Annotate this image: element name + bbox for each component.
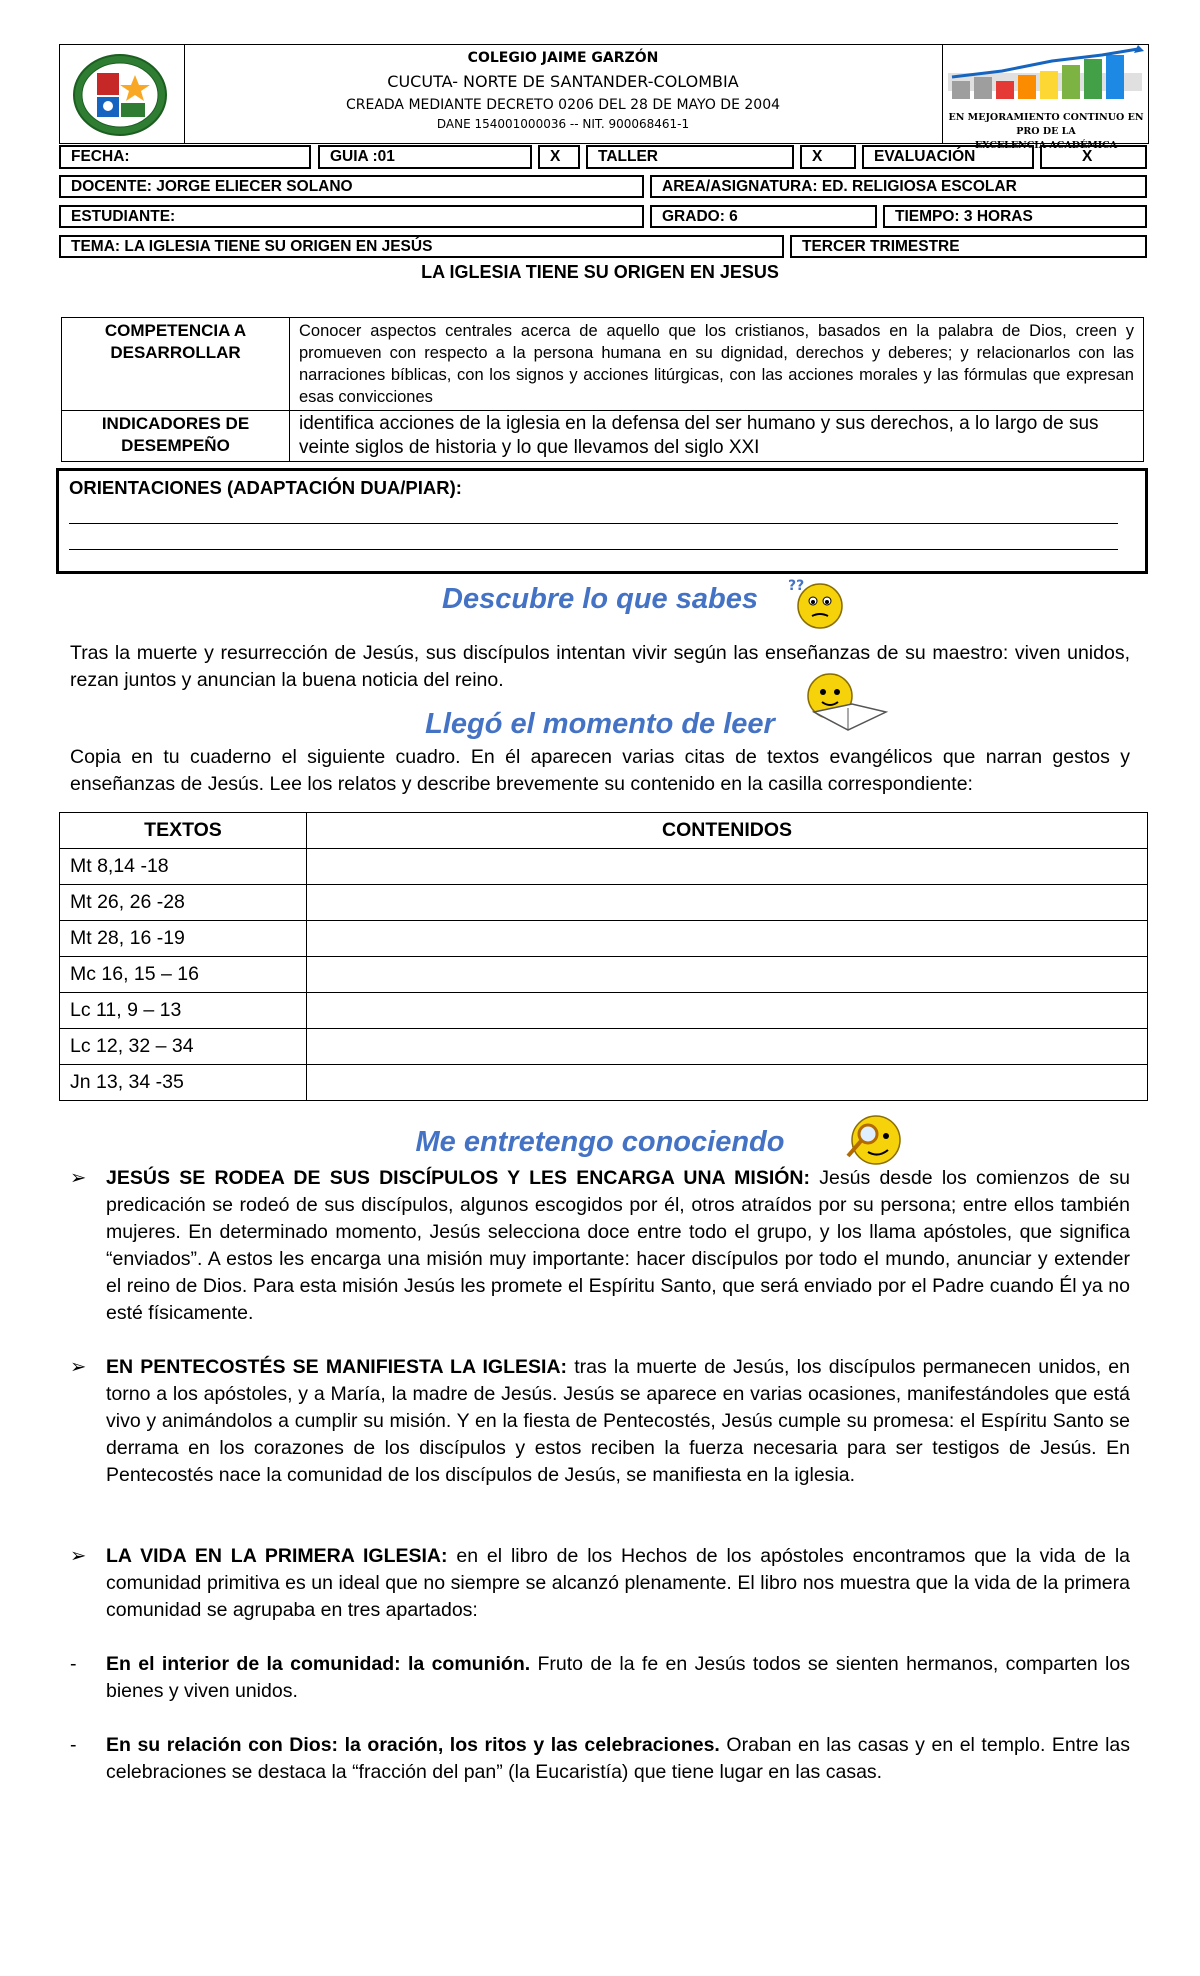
school-info [184, 45, 943, 143]
evaluacion-mark: X [1040, 145, 1147, 169]
dash-bullet: - [70, 1653, 77, 1675]
guia-mark: X [538, 145, 580, 169]
table-header-row [60, 813, 1148, 849]
dash-text: Oraban en las casas y en el templo. Entre las celebraciones se destaca la “fracción del pan” (la Eucaristía) que tiene lugar en las casas. [106, 1734, 1131, 1783]
quality-motto: EN MEJORAMIENTO CONTINUO EN PRO DE LA EXCELENCIA ACADÉMICA [948, 112, 1144, 151]
contenido-cell[interactable] [307, 993, 1148, 1029]
school-decree: CREADA MEDIANTE DECRETO 0206 DEL 28 DE MAYO DE 2004 [345, 97, 781, 113]
table-row [60, 921, 1148, 957]
taller-mark: X [800, 145, 856, 169]
dash-oracion [70, 1732, 1130, 1786]
school-dane: DANE 154001000036 -- NIT. 900068461-1 [436, 117, 690, 131]
fecha-field[interactable]: FECHA: [59, 145, 311, 169]
trimestre-field: TERCER TRIMESTRE [790, 235, 1147, 258]
cita-cell: Lc 11, 9 – 13 [60, 993, 307, 1029]
cita-cell: Mt 8,14 -18 [60, 849, 307, 885]
bullet-primera-iglesia [70, 1543, 1130, 1624]
textos-table [59, 812, 1148, 1101]
cita-cell: Mc 16, 15 – 16 [60, 957, 307, 993]
answer-line-2[interactable] [69, 549, 1118, 550]
growth-chart-icon [942, 45, 1148, 109]
competencia-label: COMPETENCIA A DESARROLLAR [62, 318, 290, 411]
main-title: LA IGLESIA TIENE SU ORIGEN EN JESUS [421, 262, 779, 282]
section-conociendo-title: Me entretengo conociendo [415, 1126, 785, 1158]
contenido-cell[interactable] [307, 957, 1148, 993]
bullet-pentecostes [70, 1354, 1130, 1489]
table-row [60, 849, 1148, 885]
table-row [60, 993, 1148, 1029]
cita-cell: Mt 28, 16 -19 [60, 921, 307, 957]
col-contenidos-header: CONTENIDOS [307, 813, 1148, 849]
quality-emblem [942, 45, 1148, 151]
cita-cell: Mt 26, 26 -28 [60, 885, 307, 921]
orientaciones-heading: ORIENTACIONES (ADAPTACIÓN DUA/PIAR): [69, 477, 462, 498]
table-row [60, 885, 1148, 921]
dash-comunion [70, 1651, 1130, 1705]
section-descubre-text: Tras la muerte y resurrección de Jesús, sus discípulos intentan vivir según las enseñanzas de su maestro: viven unidos, rezan juntos y anuncian la buena noticia del reino. [70, 642, 1130, 691]
school-name: COLEGIO JAIME GARZÓN [467, 50, 659, 66]
bullet-heading: LA VIDA EN LA PRIMERA IGLESIA: [106, 1545, 448, 1567]
arrow-bullet-icon: ➢ [70, 1167, 87, 1189]
grado-field: GRADO: 6 [650, 205, 877, 228]
school-header [59, 44, 1149, 151]
dash-text: Fruto de la fe en Jesús todos se sienten hermanos, comparten los bienes y viven unidos. [106, 1653, 1130, 1702]
bullet-text: en el libro de los Hechos de los apóstoles encontramos que la vida de la comunidad primitiva es un ideal que no siempre se alcanzó plenamente. El libro nos muestra que la vida de la primera comunidad se agrupaba en tres apartados: [106, 1545, 1130, 1621]
contenido-cell[interactable] [307, 921, 1148, 957]
school-crest-icon [60, 45, 184, 143]
bullet-heading: JESÚS SE RODEA DE SUS DISCÍPULOS Y LES ENCARGA UNA MISIÓN: [106, 1167, 810, 1189]
cita-cell: Jn 13, 34 -35 [60, 1065, 307, 1101]
col-textos-header: TEXTOS [60, 813, 307, 849]
bullet-heading: EN PENTECOSTÉS SE MANIFIESTA LA IGLESIA: [106, 1356, 568, 1378]
section-descubre-title: Descubre lo que sabes [442, 583, 758, 615]
answer-line-1[interactable] [69, 523, 1118, 524]
indicadores-row [62, 411, 1144, 462]
tiempo-field: TIEMPO: 3 HORAS [883, 205, 1147, 228]
area-field: AREA/ASIGNATURA: ED. RELIGIOSA ESCOLAR [650, 175, 1147, 198]
contenido-cell[interactable] [307, 885, 1148, 921]
taller-field: TALLER [586, 145, 794, 169]
tema-field: TEMA: LA IGLESIA TIENE SU ORIGEN EN JESÚS [59, 235, 784, 258]
competencia-text: Conocer aspectos centrales acerca de aquello que los cristianos, basados en la palabra de Dios, creen y promueven con respecto a la persona humana en su dignidad, derechos y deberes; y relacionarlos con las narraciones bíblicas, con los signos y acciones litúrgicas, con las acciones morales y las fórmulas que expresan esas convicciones [290, 318, 1144, 411]
school-location: CUCUTA- NORTE DE SANTANDER-COLOMBIA [387, 72, 739, 91]
bullet-text: tras la muerte de Jesús, los discípulos permanecen unidos, en torno a los apóstoles, y a María, la madre de Jesús. Jesús se aparece en varias ocasiones, manifestándoles que está vivo y animándolos a cumplir su misión. Y en la fiesta de Pentecostés, Jesús cumple su promesa: el Espíritu Santo se derrama en los corazones de los discípulos y estos reciben la fuerza necesaria para ser testigos de Jesús. En Pentecostés nace la comunidad de los discípulos de Jesús, se manifiesta en la iglesia. [106, 1356, 1130, 1486]
svg-text:??: ?? [788, 578, 805, 594]
indicadores-text: identifica acciones de la iglesia en la defensa del ser humano y sus derechos, a lo largo de sus veinte siglos de historia y lo que llevamos del siglo XXI [290, 411, 1144, 462]
docente-field: DOCENTE: JORGE ELIECER SOLANO [59, 175, 644, 198]
arrow-bullet-icon: ➢ [70, 1356, 87, 1378]
section-leer-text: Copia en tu cuaderno el siguiente cuadro. En él aparecen varias citas de textos evangélicos que narran gestos y enseñanzas de Jesús. Lee los relatos y describe brevemente su contenido en la casilla correspondiente: [70, 746, 1130, 795]
competencia-table [61, 317, 1144, 462]
contenido-cell[interactable] [307, 849, 1148, 885]
table-row [60, 957, 1148, 993]
dash-heading: En su relación con Dios: la oración, los ritos y las celebraciones. [106, 1734, 720, 1756]
table-row [60, 1065, 1148, 1101]
table-row [60, 1029, 1148, 1065]
indicadores-label: INDICADORES DE DESEMPEÑO [62, 411, 290, 462]
bullet-text: Jesús desde los comienzos de su predicación se rodeó de sus discípulos, algunos escogidos por él, otros atraídos por su persona; entre ellos también mujeres. En determinado momento, Jesús selecciona doce entre todo el grupo, y los llama apóstoles, que significa “enviados”. A estos les encarga una misión muy importante: hacer discípulos por todo el mundo, anunciar y extender el reino de Dios. Para esta misión Jesús les promete el Espíritu Santo, que será enviado por el Padre cuando Él ya no esté físicamente. [106, 1167, 1131, 1324]
thinking-emoji-icon [786, 576, 848, 632]
cita-cell: Lc 12, 32 – 34 [60, 1029, 307, 1065]
school-logo [60, 45, 185, 143]
contenido-cell[interactable] [307, 1029, 1148, 1065]
dash-bullet: - [70, 1734, 77, 1756]
estudiante-field[interactable]: ESTUDIANTE: [59, 205, 644, 228]
magnifier-emoji-icon [838, 1110, 908, 1168]
contenido-cell[interactable] [307, 1065, 1148, 1101]
section-leer-title: Llegó el momento de leer [425, 708, 775, 740]
competencia-row [62, 318, 1144, 411]
arrow-bullet-icon: ➢ [70, 1545, 87, 1567]
bullet-mision [70, 1165, 1130, 1327]
guia-field: GUIA :01 [318, 145, 532, 169]
dash-heading: En el interior de la comunidad: la comunión. [106, 1653, 531, 1675]
orientaciones-box [56, 468, 1148, 574]
evaluacion-field: EVALUACIÓN [862, 145, 1034, 169]
